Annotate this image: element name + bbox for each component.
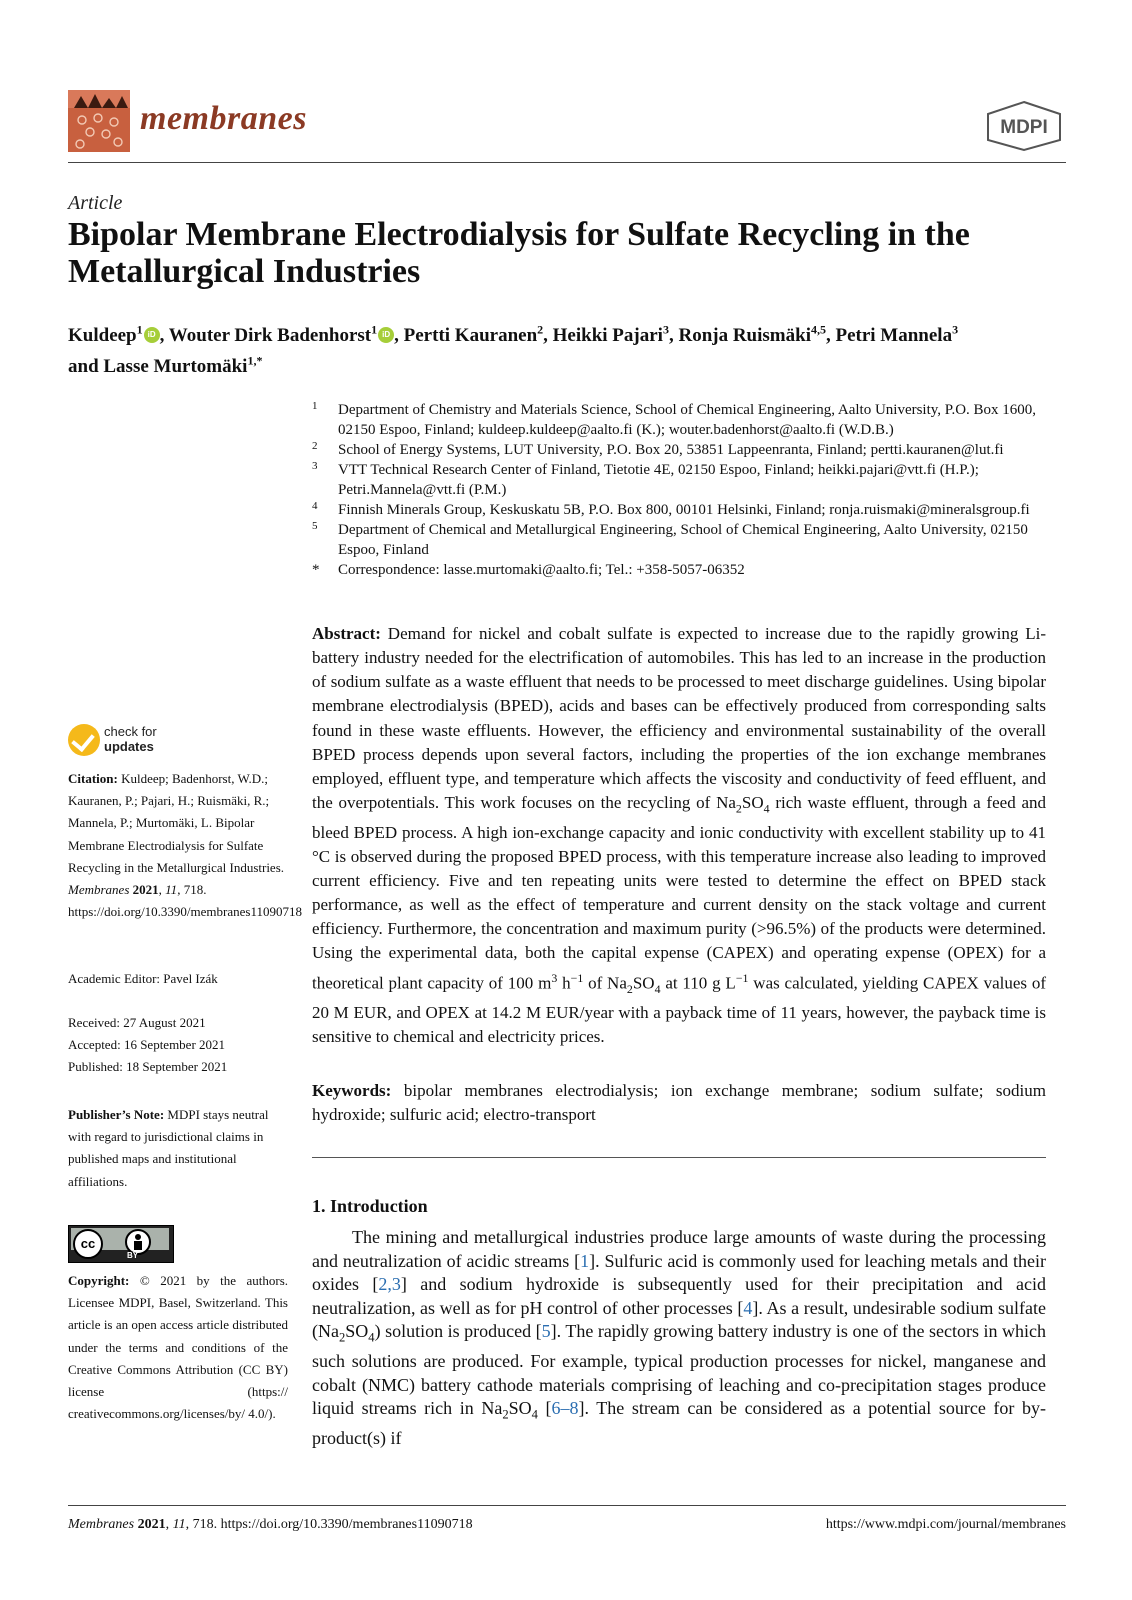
author [68, 325, 169, 346]
intro-text: ] and sodium hydroxide is subsequently used for their precipitation and acid neutralization, as well as for pH control of other processes [ [312, 1274, 1046, 1318]
citation-journal: Membranes [68, 882, 130, 898]
pubnote-label: Publisher’s Note: [68, 1107, 165, 1122]
author-name: Petri Mannela [835, 325, 953, 347]
reference-link[interactable]: 4 [743, 1297, 753, 1318]
published-date: Published: 18 September 2021 [68, 1059, 228, 1075]
footer-journal: Membranes [68, 1517, 135, 1532]
footer-citation: Membranes 2021, 11, 718. https://doi.org/10.3390/membranes11090718 [68, 1517, 473, 1532]
abstract-text: Demand for nickel and cobalt sulfate is expected to increase due to the rapidly growing Li-battery industry needed for the electrification of automobiles. This has led to an increase in the production of sodium sulfate as a waste effluent that needs to be processed to meet discharge guidelines. Using bipolar membrane electrodialysis (BPED), acids and bases can be effectively produced from corresponding salts found in these waste effluents. However, the efficiency and environmental sustainability of the overall BPED process depends upon several factors, including the properties of the ion exchange membranes employed, effluent type, and temperature which affects the viscosity and conductivity of feed effluent, and the overpotentials. This work focuses on the recycling of Na [312, 624, 1046, 813]
intro-text: ]. The rapidly growing battery industry is one of the sectors in which such solutions are produced. For example, typical production processes for nickel, manganese and cobalt (NMC) battery cathode materials comprising of leaching and co-precipitation stages produce liquid streams rich in Na [312, 1321, 1047, 1419]
keywords-label: Keywords: [312, 1081, 392, 1100]
cc-icon: cc [73, 1229, 103, 1259]
subscript: 4 [531, 1407, 538, 1422]
superscript: −1 [735, 970, 749, 985]
author-affiliation-marker: 2 [537, 323, 544, 337]
footer-doi[interactable]: , 718. https://doi.org/10.3390/membranes11090718 [185, 1517, 473, 1532]
article-type: Article [68, 192, 123, 214]
check-for-updates-button[interactable] [68, 724, 198, 760]
keywords [312, 1079, 1046, 1127]
affiliation-text: Department of Chemical and Metallurgical Engineering, School of Chemical Engineering, Aalto University, 02150 Espoo, Finland [338, 522, 1028, 558]
affiliation-number: 1 [312, 400, 318, 412]
author-name: Pertti Kauranen [403, 325, 538, 347]
footer-journal-url[interactable]: https://www.mdpi.com/journal/membranes [825, 1517, 1066, 1532]
cc-by-license-badge[interactable] [68, 1225, 174, 1263]
affiliation-item [312, 560, 1068, 580]
intro-text: ]. Sulfuric acid is commonly used for leaching metals and their oxides [ [312, 1250, 1047, 1294]
abstract-text: was calculated, yielding CAPEX values of 20 M EUR, and OPEX at 14.2 M EUR/year with a payback time of 11 years, however, the payback time is sensitive to chemical and electricity prices. [312, 973, 1047, 1046]
reference-link[interactable]: 2,3 [378, 1274, 401, 1294]
author [169, 325, 404, 346]
intro-text: SO [508, 1398, 532, 1419]
affiliation-item [312, 460, 1068, 500]
abstract [312, 622, 1046, 1049]
abstract-text: h [557, 973, 571, 993]
author-separator: , [825, 325, 836, 347]
abstract-label: Abstract: [312, 624, 381, 643]
affiliation-list [312, 400, 1068, 580]
affiliation-number: 5 [312, 520, 318, 532]
subscript: 2 [626, 981, 633, 996]
author-name: Heikki Pajari [552, 325, 663, 347]
affiliation-text: VTT Technical Research Center of Finland, Tietotie 4E, 02150 Espoo, Finland; heikki.pajari@vtt.fi (H.P.); Petri.Mannela@vtt.fi (P.M.) [338, 462, 979, 498]
author-affiliation-marker: 1,* [247, 353, 263, 368]
affiliation-item [312, 400, 1068, 440]
author-affiliation-marker: 3 [662, 323, 669, 337]
affiliation-number: 2 [312, 440, 318, 452]
subscript: 2 [735, 801, 742, 816]
orcid-icon[interactable]: iD [144, 327, 160, 343]
author [404, 325, 553, 346]
pubnote-text: MDPI stays neutral with regard to jurisdictional claims in published maps and institutional affiliations. [68, 1107, 269, 1189]
affiliation-item [312, 440, 1068, 460]
author-affiliation-marker: 4,5 [810, 323, 826, 337]
mdpi-logo [982, 100, 1066, 152]
intro-text: ]. The stream can be considered as a potential source for by-product(s) if [312, 1398, 1047, 1449]
subscript: 4 [763, 801, 770, 816]
article-title: Bipolar Membrane Electrodialysis for Sulfate Recycling in the Metallurgical Industries [68, 216, 970, 290]
academic-editor: Academic Editor: Pavel Izák [68, 971, 218, 986]
subscript: 2 [338, 1330, 346, 1345]
author [678, 325, 835, 346]
header-rule [68, 162, 1066, 163]
introduction-paragraph [312, 1226, 1046, 1451]
author-separator: , [668, 325, 679, 347]
author [68, 353, 263, 377]
intro-text: SO [345, 1321, 369, 1341]
author-name: Ronja Ruismäki [678, 325, 811, 347]
copyright-label: Copyright: [68, 1273, 130, 1288]
affiliation-text: Department of Chemistry and Materials Science, School of Chemical Engineering, Aalto University, P.O. Box 1600, 02150 Espoo, Finland; kuldeep.kuldeep@aalto.fi (K.); wouter.badenhorst@aalto.fi (W.D.B.) [338, 402, 1037, 438]
affiliation-item [312, 500, 1068, 520]
intro-text: The mining and metallurgical industries produce large amounts of waste during the processing and neutralization of acidic streams [ [312, 1227, 1046, 1271]
affiliation-text: School of Energy Systems, LUT University, P.O. Box 20, 53851 Lappeenranta, Finland; pertti.kauranen@lut.fi [338, 442, 1004, 458]
received-date: Received: 27 August 2021 [68, 1015, 206, 1030]
reference-link[interactable]: 5 [541, 1321, 551, 1341]
cc-by-label: BY [127, 1251, 139, 1260]
abstract-text: of Na [583, 973, 627, 993]
author-list [68, 318, 1068, 379]
author-separator: , [543, 325, 553, 347]
author-affiliation-marker: 1 [371, 323, 378, 337]
author-name: and Lasse Murtomäki [68, 355, 248, 377]
affiliation-text: Finnish Minerals Group, Keskuskatu 5B, P.O. Box 800, 00101 Helsinki, Finland; ronja.ruismaki@mineralsgroup.fi [338, 502, 1030, 518]
accepted-date: Accepted: 16 September 2021 [68, 1037, 226, 1053]
copyright-block [68, 1270, 288, 1425]
author [835, 325, 958, 346]
citation-label: Citation: [68, 771, 118, 786]
affiliation-item [312, 520, 1068, 560]
footer-year: 2021 [137, 1517, 166, 1532]
updates-label: updates [104, 739, 154, 754]
keywords-text: bipolar membranes electrodialysis; ion exchange membrane; sodium sulfate; sodium hydroxide; sulfuric acid; electro-transport [312, 1081, 1046, 1124]
abstract-text: at 110 g L [660, 973, 736, 993]
check-for-label: check for [104, 724, 157, 739]
intro-text: ]. As a result, undesirable sodium sulfate (Na [312, 1297, 1046, 1341]
intro-text: [ [537, 1398, 552, 1419]
journal-name: membranes [140, 100, 307, 137]
mdpi-logo-text: MDPI [1000, 117, 1048, 138]
intro-text: ) solution is produced [ [374, 1321, 542, 1341]
affiliation-number: 3 [312, 460, 318, 472]
author-name: Kuldeep [68, 325, 137, 347]
footer-rule [68, 1505, 1066, 1506]
author-affiliation-marker: 3 [952, 323, 959, 337]
publishers-note [68, 1104, 288, 1193]
citation-volume: 11 [165, 882, 178, 898]
check-icon [68, 724, 100, 756]
reference-link[interactable]: 6–8 [551, 1398, 579, 1419]
reference-link[interactable]: 1 [580, 1250, 590, 1271]
abstract-text: SO [741, 793, 764, 813]
section-rule [312, 1157, 1046, 1158]
section-heading-introduction: 1. Introduction [312, 1196, 428, 1216]
author [553, 325, 679, 346]
author-separator: , [394, 325, 404, 347]
author-affiliation-marker: 1 [136, 323, 143, 337]
membranes-journal-logo [68, 90, 130, 152]
subscript: 4 [654, 981, 661, 996]
author-name: Wouter Dirk Badenhorst [168, 325, 372, 347]
citation-doi[interactable]: , 718. https://doi.org/10.3390/membranes11090718 [68, 882, 302, 920]
affiliation-number: * [312, 562, 320, 578]
footer-volume: 11 [172, 1517, 186, 1532]
orcid-icon[interactable]: iD [378, 327, 394, 343]
affiliation-number: 4 [312, 500, 318, 512]
affiliation-text: Correspondence: lasse.murtomaki@aalto.fi; Tel.: +358-5057-06352 [338, 562, 745, 578]
copyright-text: © 2021 by the authors. Licensee MDPI, Basel, Switzerland. This article is an open access article distributed under the terms and conditions of the Creative Commons Attribution (CC BY) license (https:// creativecommons.org/licenses/by/ 4.0/). [68, 1273, 289, 1422]
subscript: 4 [368, 1330, 375, 1345]
citation-text: Kuldeep; Badenhorst, W.D.; Kauranen, P.; Pajari, H.; Ruismäki, R.; Mannela, P.; Murtomäki, L. Bipolar Membrane Electrodialysis for Sulfate Recycling in the Metallurgical Industries. [68, 771, 285, 875]
superscript: 3 [551, 970, 558, 985]
abstract-text: SO [632, 973, 655, 993]
dates-block [68, 1012, 288, 1079]
superscript: −1 [570, 970, 584, 985]
citation-year: 2021 [132, 882, 159, 898]
abstract-text: rich waste effluent, through a feed and bleed BPED process. A high ion-exchange capacity and ionic conductivity with excellent stability up to 41 °C is observed during the proposed BPED process, with this temperature increase also leading to improved current efficiency. Five and ten repeating units were tested to determine the effect on BPED stack performance, as well as the effect of temperature and current density on the stack voltage and current efficiency. Furthermore, the concentration and maximum purity (>96.5%) of the products were determined. Using the experimental data, both the capital expense (CAPEX) and operating expense (OPEX) for a theoretical plant capacity of 100 m [312, 793, 1046, 993]
citation-block: Citation: Kuldeep; Badenhorst, W.D.; Kauranen, P.; Pajari, H.; Ruismäki, R.; Mannela, P.; Murtomäki, L. Bipolar Membrane Electrodialysis for Sulfate Recycling in the Metallurgical Industries. Membranes 2021, 11, 718. https://doi.org/10.3390/membranes11090718 [68, 771, 302, 920]
author-separator: , [159, 325, 169, 347]
subscript: 2 [502, 1407, 509, 1422]
